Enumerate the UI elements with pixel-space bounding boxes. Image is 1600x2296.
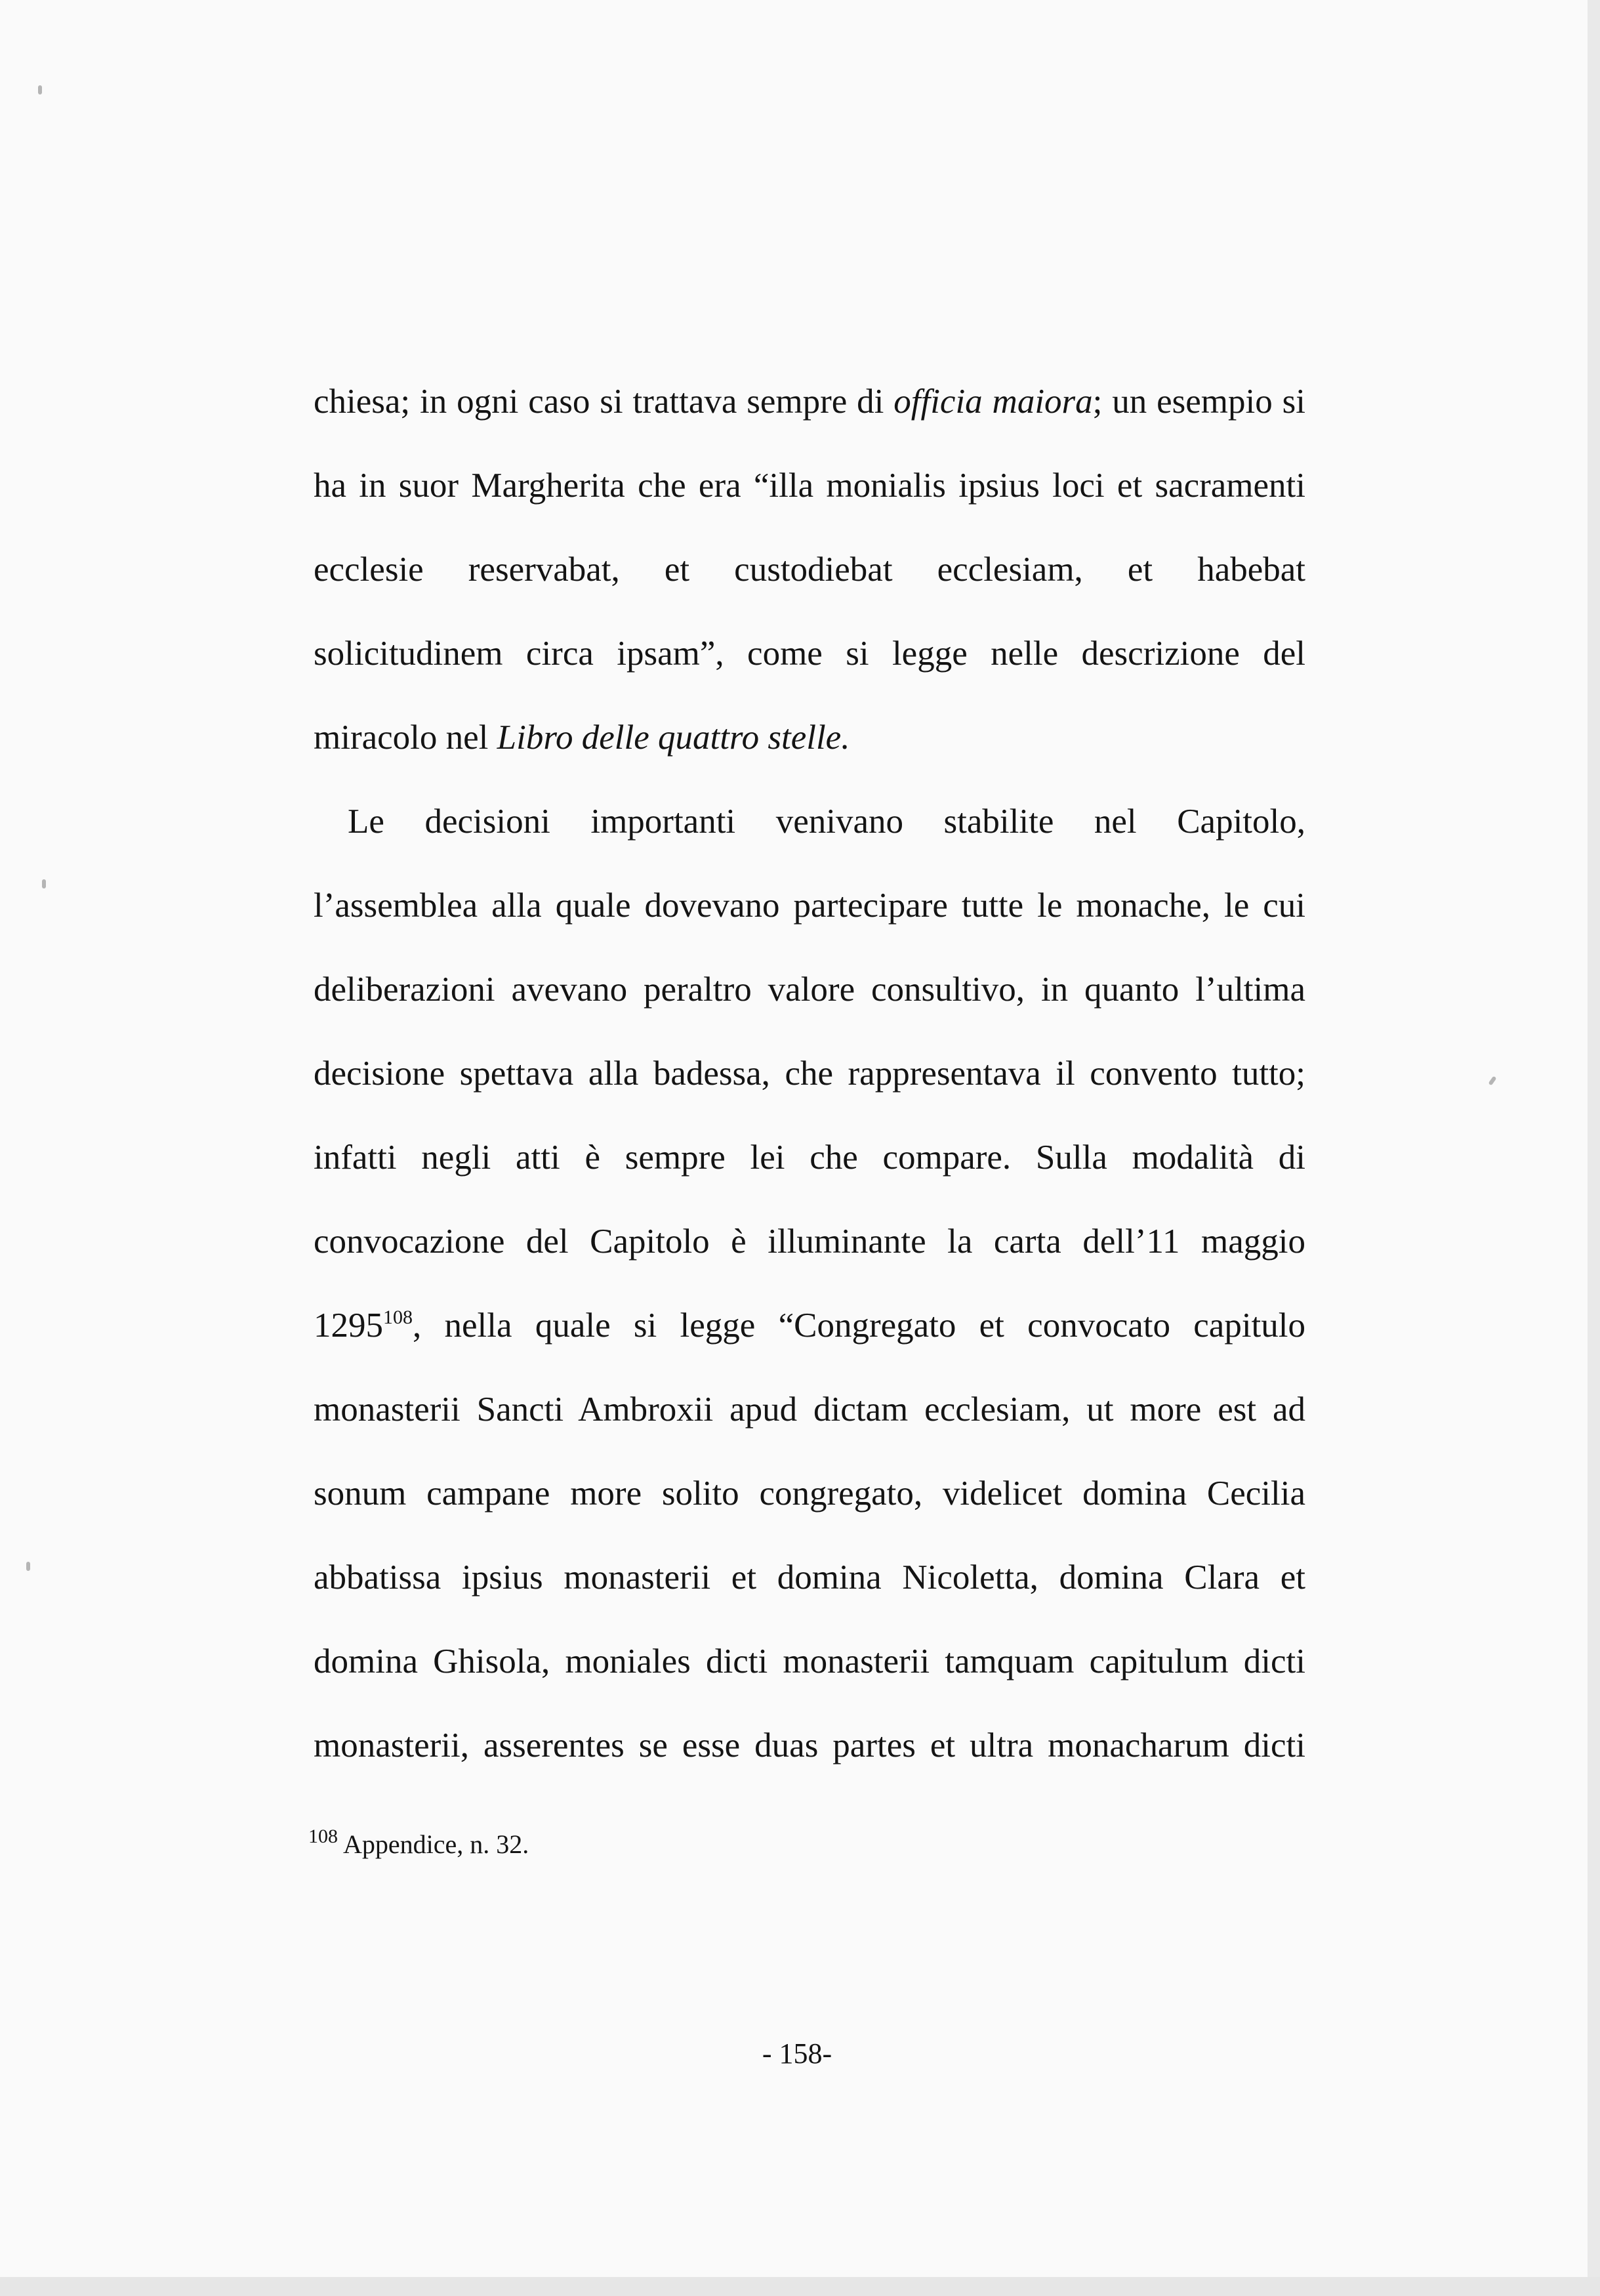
paragraph-2 [314, 780, 1305, 1787]
text-line: monasterii Sancti Ambroxii apud dictam ecclesiam, ut more est ad [314, 1390, 1305, 1429]
scan-speck [26, 1562, 30, 1571]
text-line: convocazione del Capitolo è illuminante la carta dell’11 maggio [314, 1222, 1305, 1261]
paragraph-1 [314, 360, 1305, 780]
page-number: - 158- [762, 2037, 832, 2070]
footnote [308, 1826, 529, 1860]
text-line: monasterii, asserentes se esse duas partes et ultra monacharum dicti [314, 1726, 1305, 1764]
scan-edge-bottom [0, 2277, 1600, 2296]
scan-speck [38, 85, 42, 94]
text-line: domina Ghisola, moniales dicti monasterii tamquam capitulum dicti [314, 1642, 1305, 1680]
text-line: miracolo nel Libro delle quattro stelle. [314, 719, 850, 757]
text-line: chiesa; in ogni caso si trattava sempre di officia maiora; un esempio si [314, 383, 1305, 421]
text-line: sonum campane more solito congregato, videlicet domina Cecilia [314, 1474, 1305, 1513]
text-line: decisione spettava alla badessa, che rappresentava il convento tutto; [314, 1054, 1305, 1093]
text-line: infatti negli atti è sempre lei che compare. Sulla modalità di [314, 1138, 1305, 1177]
text-line: deliberazioni avevano peraltro valore consultivo, in quanto l’ultima [314, 971, 1305, 1009]
italic-term: officia maiora [893, 383, 1093, 421]
scan-speck [42, 879, 46, 888]
text-line: solicitudinem circa ipsam”, come si legge nelle descrizione del [314, 635, 1305, 673]
text-line: Le decisioni importanti venivano stabilite nel Capitolo, [348, 803, 1305, 841]
text-line: 1295$^{108}$, nella quale si legge “Congregato et convocato capitulo [314, 1306, 1305, 1345]
text-line: ecclesie reservabat, et custodiebat ecclesiam, et habebat [314, 551, 1305, 589]
body-text [314, 360, 1305, 1787]
footnote-text: Appendice, n. 32. [343, 1829, 529, 1859]
text-line: ha in suor Margherita che era “illa monialis ipsius loci et sacramenti [314, 467, 1305, 505]
scan-edge-right [1588, 0, 1600, 2296]
text-line: l’assemblea alla quale dovevano partecipare tutte le monache, le cui [314, 887, 1305, 925]
scan-speck [1488, 1076, 1497, 1086]
footnote-number: 108 [308, 1826, 338, 1847]
text-line: abbatissa ipsius monasterii et domina Nicoletta, domina Clara et [314, 1558, 1305, 1597]
book-title: Libro delle quattro stelle. [497, 719, 850, 757]
footnote-reference: 108 [383, 1306, 413, 1328]
